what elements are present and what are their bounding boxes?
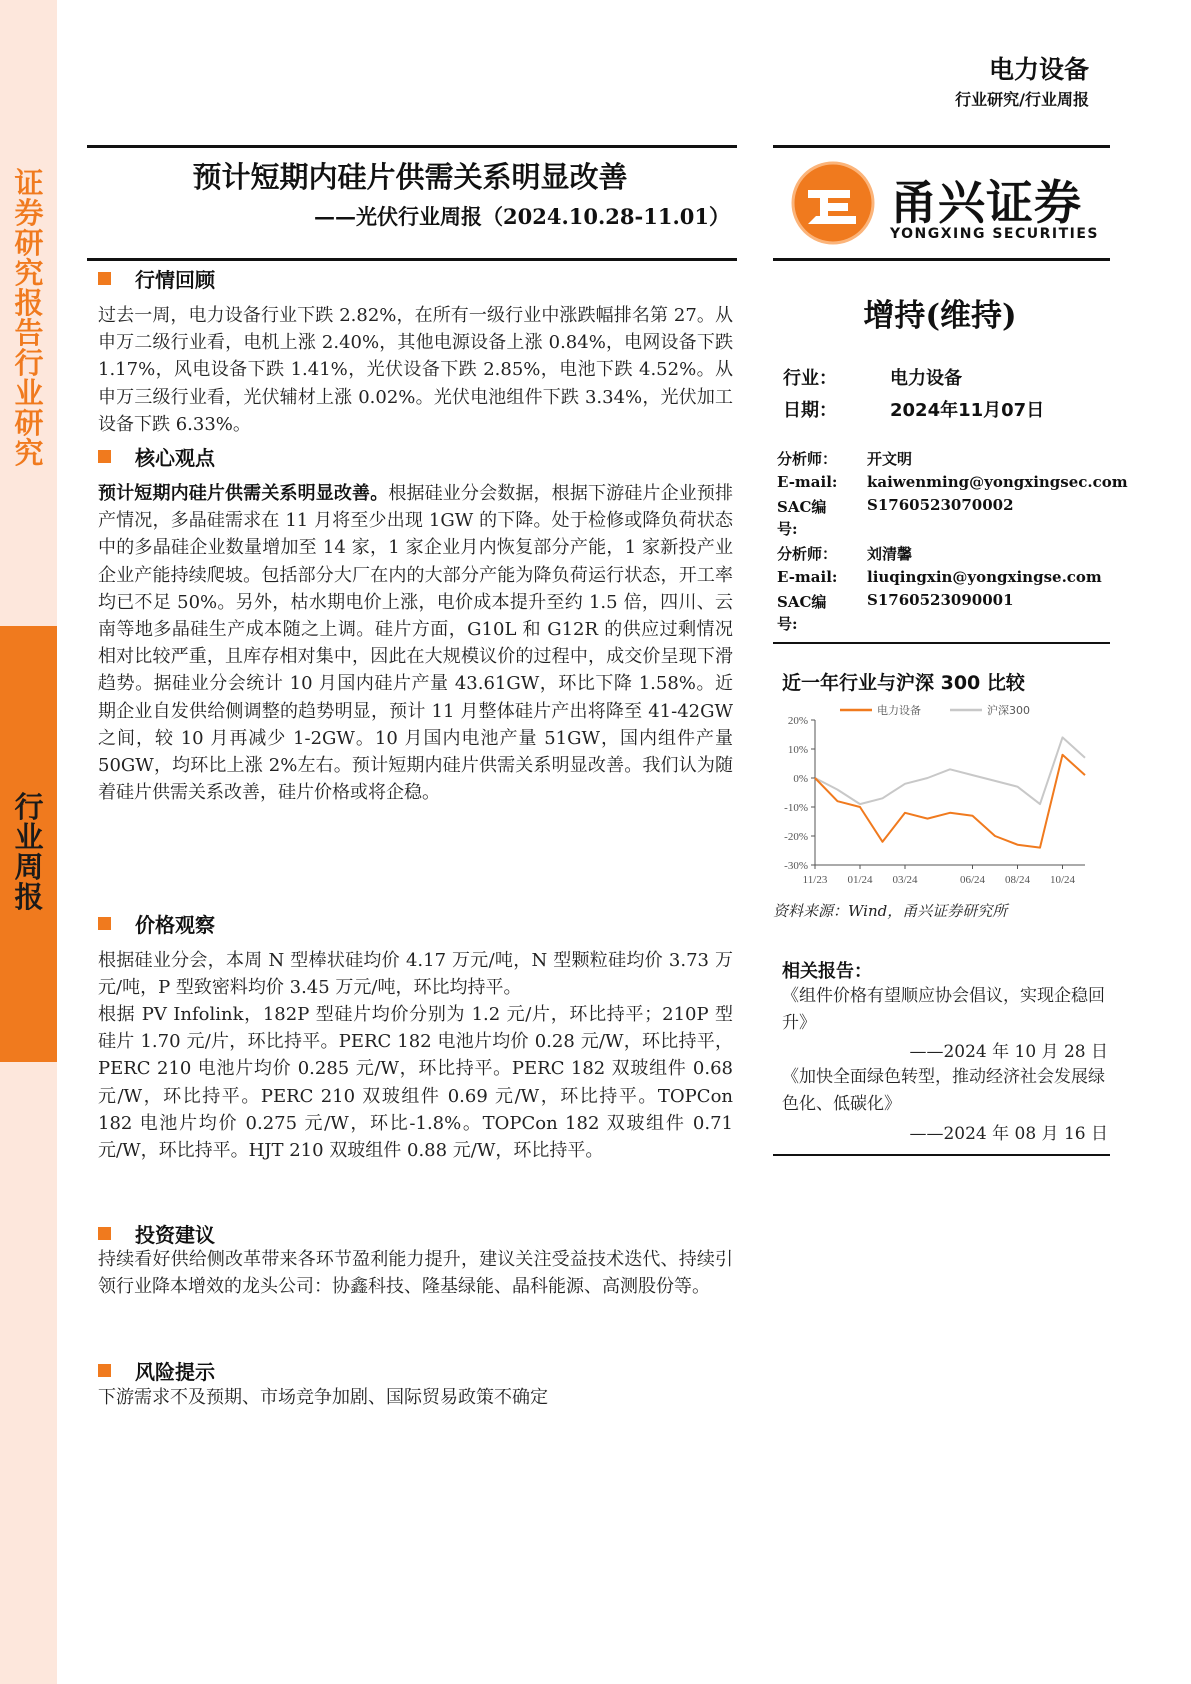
- section-core-title: 核心观点: [135, 446, 215, 470]
- bullet-square-icon: [98, 272, 111, 285]
- x-tick-label: 08/24: [1004, 874, 1031, 886]
- investment-rating: 增持(维持): [863, 298, 1017, 334]
- analyst-1-label: 分析师：: [777, 450, 838, 468]
- header-category: 电力设备: [988, 55, 1089, 84]
- y-tick-label: 10%: [787, 744, 808, 756]
- bullet-square-icon: [98, 1227, 111, 1240]
- date-value: 2024年11月07日: [890, 400, 1045, 421]
- section-core-lead: 预计短期内硅片供需关系明显改善。: [98, 483, 389, 504]
- section-price-text-2: 根据 PV Infolink，182P 型硅片均价分别为 1.2 元/片，环比持平；210P 型硅片 1.70 元/片，环比持平。PERC 182 电池片均价 0.28 元/W，环比持平，PERC 210 电池片均价 0.285 元/W，环比持平。PERC 182 双玻组件 0.68 元/W，环比持平。PERC 210 双玻组件 0.69 元/W，环比持平。TOPCon 182 电池片均价 0.275 元/W，环比-1.8%。TOPCon 182 双玻组件 0.71 元/W，环比持平。HJT 210 双玻组件 0.88 元/W，环比持平。: [98, 1004, 733, 1162]
- section-risk-text: 下游需求不及预期、市场竞争加剧、国际贸易政策不确定: [98, 1387, 548, 1408]
- section-invest-title: 投资建议: [135, 1223, 215, 1247]
- section-core-heading: [98, 442, 215, 471]
- y-tick-label: -20%: [784, 831, 808, 843]
- bullet-square-icon: [98, 917, 111, 930]
- y-tick-label: 20%: [787, 715, 808, 727]
- series-line-沪深300: [815, 737, 1085, 804]
- section-core-body: 根据硅业分会数据，根据下游硅片企业预排产情况，多晶硅需求在 11 月将至少出现 1GW 的下降。处于检修或降负荷状态中的多晶硅企业数量增加至 14 家，1 家企业月内恢复部分产能，1 家新投产业企业产能持续爬坡。包括部分大厂在内的大部分产能为降负荷运行状态，开工率均已不足 50%。另外，枯水期电价上涨，电价成本提升至约 1.5 倍，四川、云南等地多晶硅生产成本随之上调。硅片方面，G10L 和 G12R 的供应过剩情况相对比较严重，且库存相对集中，因此在大规模议价的过程中，成交价呈现下滑趋势。据硅业分会统计 10 月国内硅片产量 43.61GW，环比下降 1.58%。近期企业自发供给侧调整的趋势明显，预计 11 月整体硅片产出将降至 41-42GW 之间，较 10 月再减少 1-2GW。10 月国内电池产量 51GW，国内组件产量 50GW，均环比上涨 2%左右。预计短期内硅片供需关系明显改善。我们认为随着硅片供需关系改善，硅片价格或将企稳。: [98, 483, 734, 804]
- related-reports-heading: 相关报告：: [782, 961, 872, 982]
- legend-label: 电力设备: [877, 704, 921, 717]
- legend-label: 沪深300: [987, 704, 1030, 717]
- section-invest-text: 持续看好供给侧改革带来各环节盈利能力提升，建议关注受益技术迭代、持续引领行业降本增效的龙头公司：协鑫科技、隆基绿能、晶科能源、高测股份等。: [98, 1249, 733, 1298]
- analyst-2-label: 分析师：: [777, 545, 838, 563]
- logo-bottom-rule: [773, 258, 1110, 261]
- info-bottom-rule: [773, 642, 1110, 644]
- title-top-rule: [87, 145, 737, 148]
- analyst-1-sac: S1760523070002: [867, 496, 1014, 514]
- header-subcategory: 行业研究/行业周报: [955, 90, 1089, 109]
- analyst-2-email[interactable]: liuqingxin@yongxingse.com: [867, 568, 1102, 586]
- logo-top-rule: [773, 145, 1110, 148]
- industry-label: 行业：: [783, 368, 837, 389]
- y-tick-label: 0%: [793, 773, 808, 785]
- analyst-2-name: 刘清馨: [867, 545, 913, 563]
- related-report-1-title[interactable]: 《组件价格有望顺应协会倡议，实现企稳回升》: [782, 986, 1105, 1033]
- logo-name-cn: 甬兴证券: [890, 176, 1082, 231]
- x-tick-label: 11/23: [802, 874, 828, 886]
- bullet-square-icon: [98, 450, 111, 463]
- section-price-title: 价格观察: [135, 913, 215, 937]
- logo-name-en: YONGXING SECURITIES: [890, 226, 1100, 242]
- x-tick-label: 06/24: [959, 874, 986, 886]
- side-label-weekly: 行业周报: [14, 790, 44, 914]
- analyst-1-sac-label: SAC编号:: [777, 498, 827, 538]
- chart-source: 资料来源：Wind，甬兴证券研究所: [773, 902, 1008, 920]
- related-report-2-date: ——2024 年 08 月 16 日: [909, 1124, 1108, 1144]
- logo-mark-icon: [790, 160, 880, 246]
- analyst-1-email-label: E-mail:: [777, 473, 838, 491]
- analyst-2-email-label: E-mail:: [777, 568, 838, 586]
- side-label-research: 证券研究报告 行业研究: [14, 166, 44, 470]
- section-risk-title: 风险提示: [135, 1360, 215, 1384]
- report-title: 预计短期内硅片供需关系明显改善: [192, 160, 628, 194]
- company-logo: [790, 160, 1110, 250]
- section-price-heading: [98, 909, 215, 938]
- analyst-2-sac: S1760523090001: [867, 591, 1014, 609]
- x-tick-label: 03/24: [892, 874, 918, 886]
- analyst-1-name: 开文明: [867, 450, 913, 468]
- y-tick-label: -10%: [784, 802, 808, 814]
- y-tick-label: -30%: [784, 860, 808, 872]
- section-market-title: 行情回顾: [135, 268, 215, 292]
- section-price-text-1: 根据硅业分会，本周 N 型棒状硅均价 4.17 万元/吨，N 型颗粒硅均价 3.73 万元/吨，P 型致密料均价 3.45 万元/吨，环比均持平。: [98, 950, 733, 999]
- section-core-text: [98, 480, 733, 806]
- x-tick-label: 01/24: [847, 874, 873, 886]
- related-bottom-rule: [773, 1154, 1110, 1156]
- x-tick-label: 10/24: [1049, 874, 1076, 886]
- section-market-text: 过去一周，电力设备行业下跌 2.82%，在所有一级行业中涨跌幅排名第 27。从申万二级行业看，电机上涨 2.40%，其他电源设备上涨 0.84%，电网设备下跌 1.17%，风电设备下跌 1.41%，光伏设备下跌 2.85%，电池下跌 4.52%。从申万三级行业看，光伏辅材上涨 0.02%。光伏电池组件下跌 3.34%，光伏加工设备下跌 6.33%。: [98, 305, 733, 435]
- performance-chart: [775, 702, 1095, 892]
- date-label: 日期：: [783, 400, 837, 421]
- section-risk-heading: [98, 1356, 215, 1385]
- section-invest-heading: [98, 1219, 215, 1248]
- chart-title: 近一年行业与沪深 300 比较: [782, 672, 1025, 694]
- title-bottom-rule: [87, 258, 737, 261]
- industry-value: 电力设备: [890, 368, 962, 389]
- analyst-2-sac-label: SAC编号:: [777, 593, 827, 633]
- analyst-1-email[interactable]: kaiwenming@yongxingsec.com: [867, 473, 1128, 491]
- related-report-1-date: ——2024 年 10 月 28 日: [909, 1042, 1108, 1062]
- bullet-square-icon: [98, 1364, 111, 1377]
- related-report-2-title[interactable]: 《加快全面绿色转型，推动经济社会发展绿色化、低碳化》: [782, 1067, 1105, 1114]
- report-subtitle: ——光伏行业周报（2024.10.28-11.01）: [314, 204, 730, 229]
- section-market-heading: [98, 264, 215, 293]
